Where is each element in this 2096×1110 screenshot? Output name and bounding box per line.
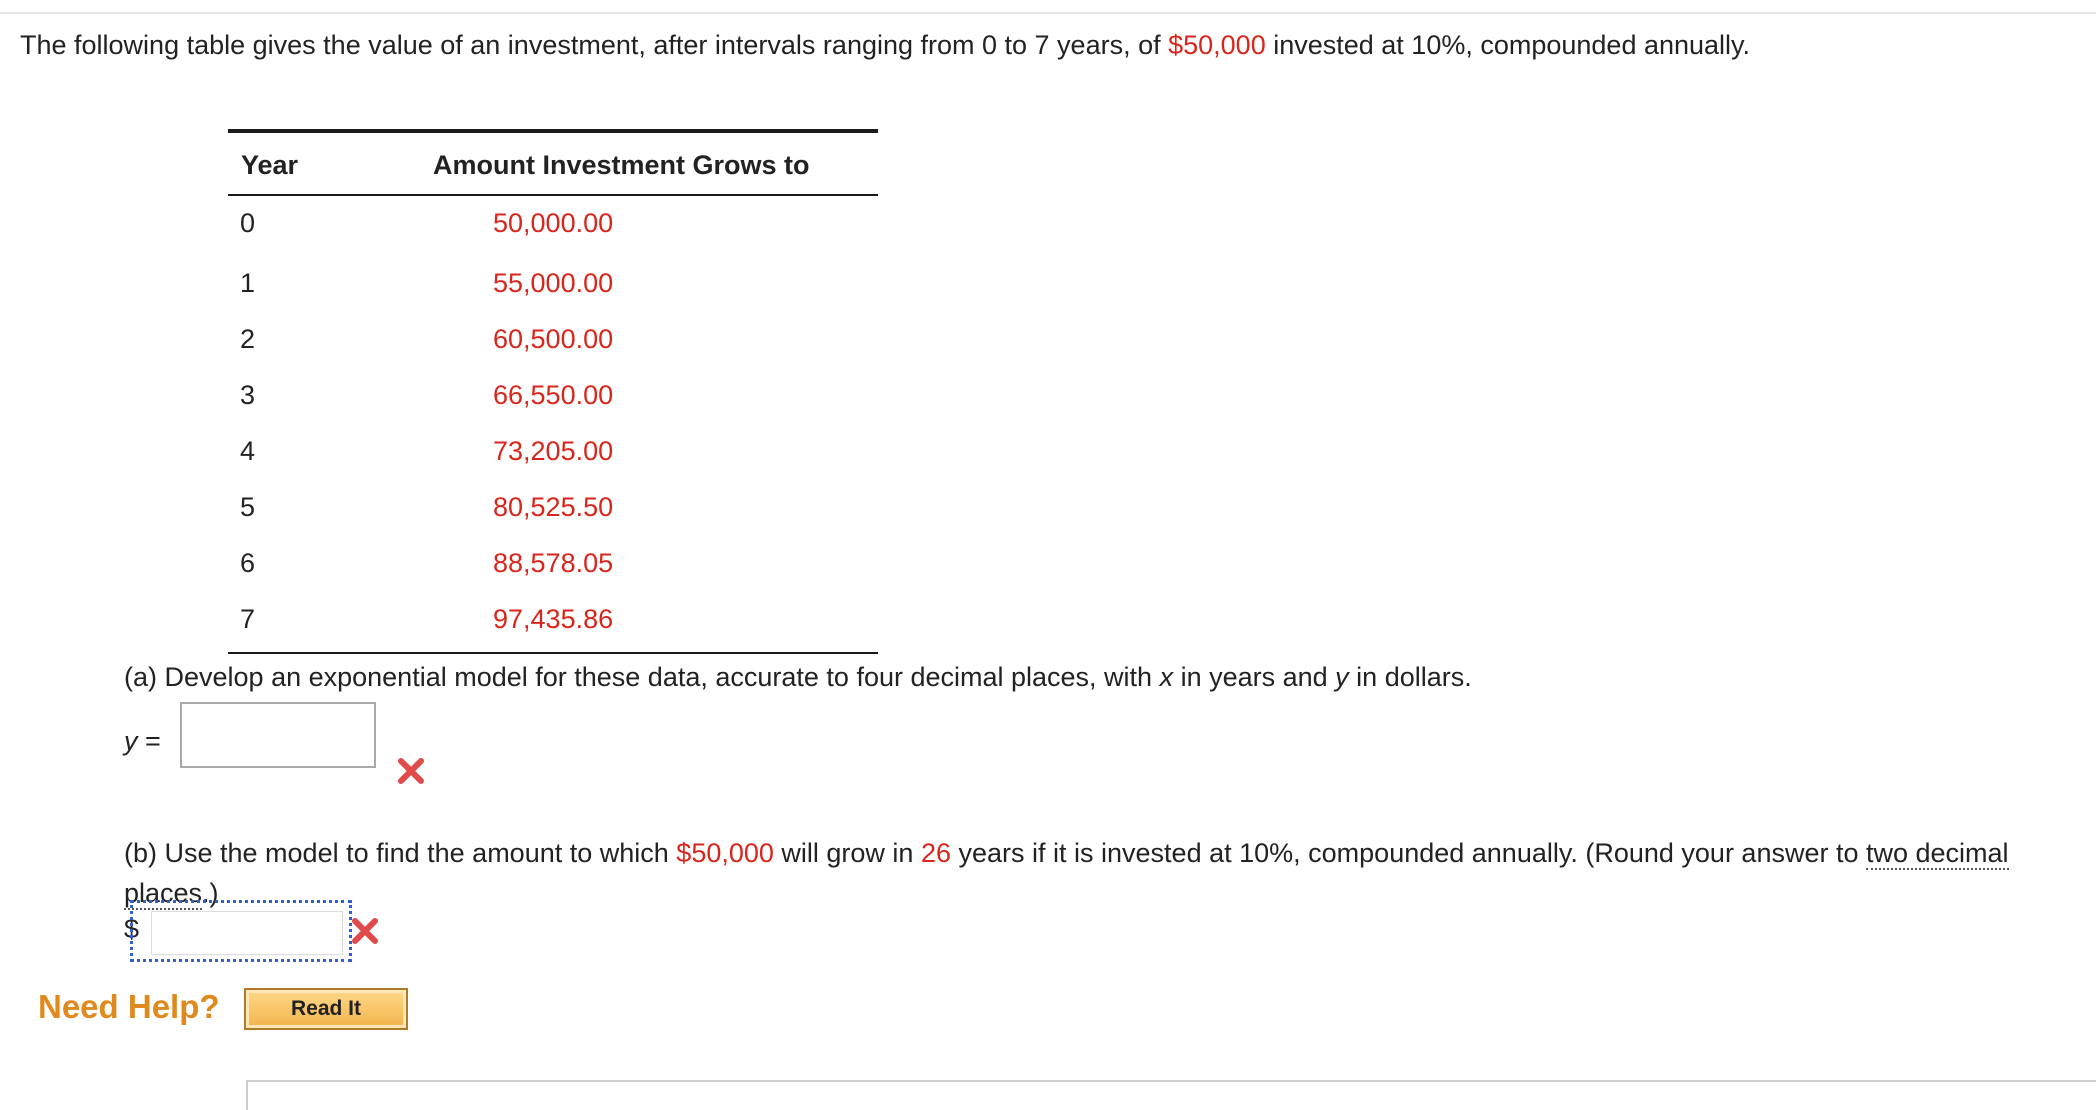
intro-amount: $50,000 bbox=[1168, 30, 1266, 60]
cell-year: 3 bbox=[240, 380, 256, 410]
need-help-label: Need Help? bbox=[38, 988, 220, 1025]
rounding-hint: two decimal places bbox=[124, 838, 2009, 908]
question-a-text-2: in years and bbox=[1173, 662, 1336, 692]
currency-label: $ bbox=[124, 914, 140, 944]
table-row bbox=[228, 312, 878, 368]
read-it-button[interactable]: Read It bbox=[244, 988, 408, 1030]
table-row bbox=[228, 592, 878, 648]
cell-amount: 73,205.00 bbox=[493, 436, 614, 466]
cell-amount: 50,000.00 bbox=[493, 208, 614, 238]
cell-amount: 88,578.05 bbox=[493, 548, 614, 578]
intro-text-suffix: invested at 10%, compounded annually. bbox=[1265, 30, 1751, 60]
incorrect-x-icon bbox=[396, 756, 426, 786]
y-label: y bbox=[124, 726, 138, 756]
answer-b-input[interactable] bbox=[151, 911, 343, 955]
question-b-years: 26 bbox=[920, 838, 951, 868]
investment-table bbox=[228, 129, 878, 654]
cell-amount: 66,550.00 bbox=[493, 380, 614, 410]
question-b-amount: $50,000 bbox=[676, 838, 774, 868]
incorrect-x-icon bbox=[350, 916, 380, 946]
intro-text-prefix: The following table gives the value of an investment, after intervals ranging from 0 to 7 years, of bbox=[20, 30, 1169, 60]
question-b-text-2: will grow in bbox=[773, 838, 921, 868]
question-b-text-1: (b) Use the model to find the amount to which bbox=[124, 838, 677, 868]
table-header bbox=[228, 133, 878, 196]
cell-amount: 80,525.50 bbox=[493, 492, 614, 522]
variable-x: x bbox=[1159, 662, 1174, 692]
table-row bbox=[228, 424, 878, 480]
top-divider bbox=[0, 12, 2096, 14]
variable-y: y bbox=[1335, 662, 1349, 692]
answer-b-focus-ring bbox=[130, 900, 352, 962]
table-row bbox=[228, 368, 878, 424]
problem-intro bbox=[20, 28, 1750, 62]
header-year: Year bbox=[241, 150, 299, 180]
y-equals-label bbox=[124, 726, 161, 757]
answer-a-input[interactable] bbox=[180, 702, 376, 768]
cell-amount: 55,000.00 bbox=[493, 268, 614, 298]
cell-year: 1 bbox=[240, 268, 256, 298]
cell-year: 0 bbox=[240, 208, 256, 238]
table-row bbox=[228, 196, 878, 256]
question-a-text-3: in dollars. bbox=[1348, 662, 1472, 692]
question-a-text-1: (a) Develop an exponential model for these data, accurate to four decimal places, with bbox=[124, 662, 1160, 692]
cell-amount: 60,500.00 bbox=[493, 324, 614, 354]
question-a bbox=[124, 660, 1472, 694]
equals-sign: = bbox=[137, 726, 161, 756]
table-row bbox=[228, 256, 878, 312]
next-section-frame bbox=[246, 1080, 2096, 1110]
table-row bbox=[228, 536, 878, 592]
question-b-text-4: .) bbox=[202, 878, 219, 908]
cell-year: 7 bbox=[240, 604, 256, 634]
cell-year: 6 bbox=[240, 548, 256, 578]
cell-year: 2 bbox=[240, 324, 256, 354]
header-amount: Amount Investment Grows to bbox=[433, 150, 810, 180]
question-b-text-3: years if it is invested at 10%, compounded annually. (Round your answer to bbox=[951, 838, 1866, 868]
cell-amount: 97,435.86 bbox=[493, 604, 614, 634]
table-row bbox=[228, 480, 878, 536]
cell-year: 5 bbox=[240, 492, 256, 522]
table-body bbox=[228, 196, 878, 652]
question-b bbox=[124, 833, 2074, 913]
cell-year: 4 bbox=[240, 436, 256, 466]
